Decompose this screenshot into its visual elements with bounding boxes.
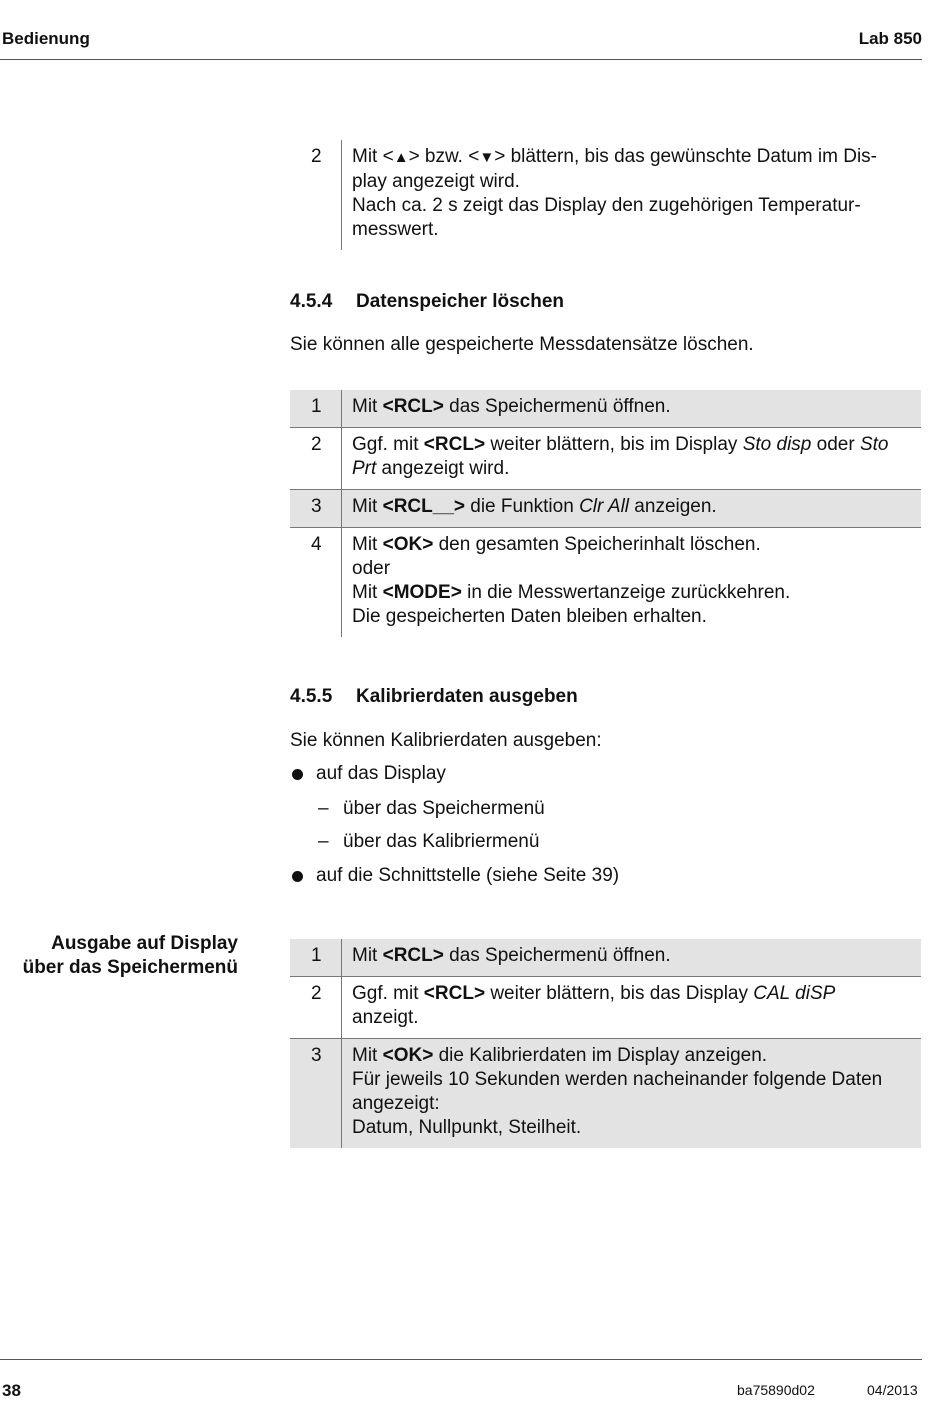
footer-rule: [0, 1359, 922, 1360]
arrow-down-key-icon: ▼: [479, 149, 495, 166]
margin-heading-line: über das Speichermenü: [22, 957, 238, 978]
step-text-line: Die gespeicherten Daten bleiben erhalten.: [352, 606, 707, 627]
dash-icon: –: [318, 831, 329, 852]
step-number: 2: [311, 434, 322, 455]
step-text-line: messwert.: [352, 219, 439, 240]
margin-heading: [0, 932, 238, 980]
step-text-line: Mit <RCL> das Speichermenü öffnen.: [352, 945, 671, 966]
step-row: [290, 1038, 921, 1148]
step-text-line: Mit <▲> bzw. <▼> blättern, bis das gewünschte Datum im Dis-: [352, 146, 878, 167]
margin-heading-line: Ausgabe auf Display: [51, 933, 238, 954]
bullet-text: auf das Display: [316, 763, 446, 784]
step-number: 1: [311, 945, 322, 966]
bullet-icon: [292, 871, 303, 882]
step-row: [290, 427, 921, 489]
section-intro: Sie können alle gespeicherte Messdatensätze löschen.: [290, 334, 754, 355]
bullet-item: [316, 762, 446, 786]
dash-text: über das Speichermenü: [343, 798, 545, 819]
step-number: 2: [311, 146, 322, 167]
step-text: [341, 977, 921, 1038]
step-number: 3: [311, 496, 322, 517]
step-text: [341, 390, 921, 427]
step-row: [290, 390, 921, 427]
step-number: 3: [311, 1045, 322, 1066]
step-text-line: Ggf. mit <RCL> weiter blättern, bis im Display Sto disp oder Sto: [352, 434, 889, 455]
bullet-item: [316, 864, 619, 888]
section-title: Datenspeicher löschen: [356, 291, 565, 312]
step-text-line: Mit <RCL__> die Funktion Clr All anzeigen.: [352, 496, 717, 517]
step-text-line: anzeigt.: [352, 1007, 419, 1028]
step-text-line: Für jeweils 10 Sekunden werden nacheinander folgende Daten: [352, 1069, 883, 1090]
step-number: 2: [311, 983, 322, 1004]
step-list-delete: [290, 390, 921, 637]
arrow-up-key-icon: ▲: [393, 149, 409, 166]
header-section-title: Bedienung: [2, 29, 90, 48]
step-row: [290, 976, 921, 1038]
dash-item: [318, 830, 540, 854]
step-text: [341, 490, 921, 527]
header-rule: [0, 59, 922, 60]
step-text-line: Prt angezeigt wird.: [352, 458, 510, 479]
step-text-line: angezeigt:: [352, 1093, 440, 1114]
step-text-line: Datum, Nullpunkt, Steilheit.: [352, 1117, 582, 1138]
dash-item: [318, 797, 545, 821]
step-text-line: Mit <RCL> das Speichermenü öffnen.: [352, 396, 671, 417]
dash-text: über das Kalibriermenü: [343, 831, 540, 852]
header-product-name: Lab 850: [858, 29, 922, 48]
section-intro: Sie können Kalibrierdaten ausgeben:: [290, 730, 602, 751]
step-text: [341, 1039, 921, 1148]
step-text: [341, 140, 921, 250]
section-heading-4-5-5: [290, 685, 578, 709]
section-number: 4.5.4: [290, 291, 333, 312]
document-id: ba75890d02: [737, 1382, 815, 1398]
step-text-line: oder: [352, 558, 391, 579]
step-text-line: Nach ca. 2 s zeigt das Display den zugehörigen Temperatur-: [352, 195, 861, 216]
step-list-top: [290, 140, 921, 250]
bullet-text: auf die Schnittstelle (siehe Seite 39): [316, 865, 620, 886]
document-date: 04/2013: [867, 1382, 918, 1398]
step-number: 1: [311, 396, 322, 417]
dash-icon: –: [318, 798, 329, 819]
step-row: [290, 939, 921, 976]
step-text-line: Ggf. mit <RCL> weiter blättern, bis das Display CAL diSP: [352, 983, 836, 1004]
section-title: Kalibrierdaten ausgeben: [356, 686, 578, 707]
section-number: 4.5.5: [290, 686, 333, 707]
step-row: [290, 140, 921, 250]
section-heading-4-5-4: [290, 290, 564, 314]
step-text-line: play angezeigt wird.: [352, 171, 520, 192]
step-text: [341, 528, 921, 637]
page-number: 38: [2, 1381, 21, 1400]
bullet-icon: [292, 769, 303, 780]
step-row: [290, 489, 921, 527]
step-text: [341, 939, 921, 976]
step-text-line: Mit <OK> den gesamten Speicherinhalt löschen.: [352, 534, 761, 555]
step-list-output: [290, 939, 921, 1148]
step-number: 4: [311, 534, 322, 555]
step-text: [341, 428, 921, 489]
step-row: [290, 527, 921, 637]
step-text-line: Mit <MODE> in die Messwertanzeige zurückkehren.: [352, 582, 791, 603]
step-text-line: Mit <OK> die Kalibrierdaten im Display anzeigen.: [352, 1045, 768, 1066]
